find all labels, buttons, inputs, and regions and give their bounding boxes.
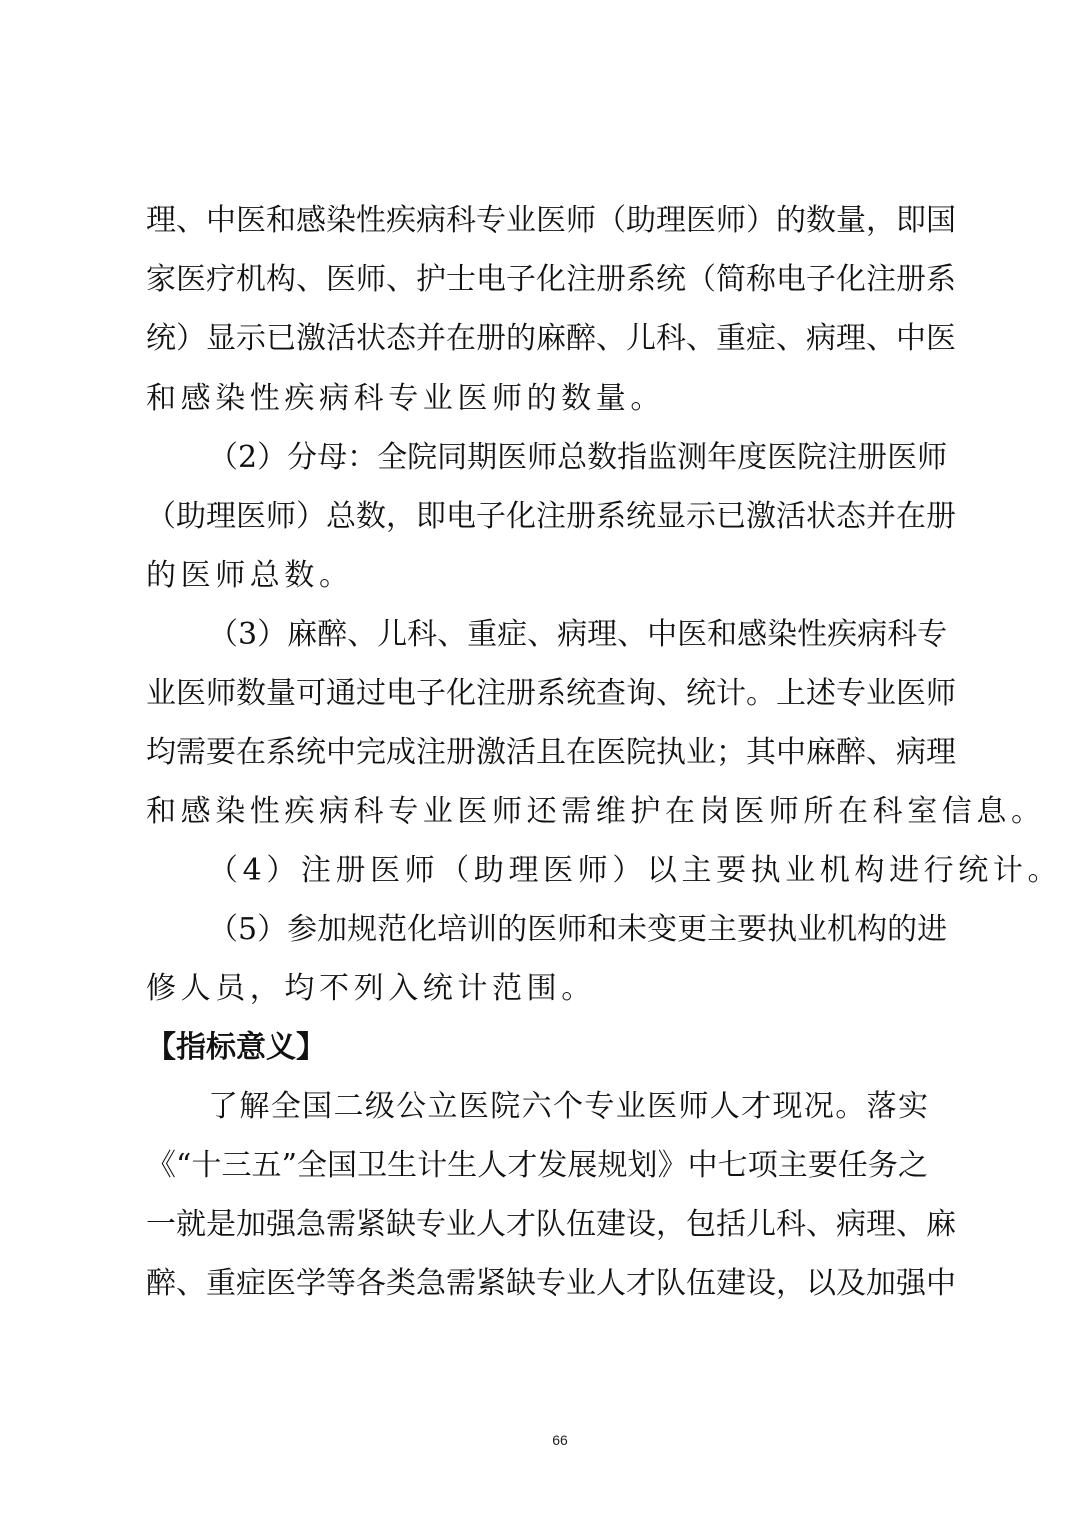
text-line: 均需要在系统中完成注册激活且在医院执业；其中麻醉、病理	[146, 735, 956, 770]
text-line: 理、中医和感染性疾病科专业医师（助理医师）的数量，即国	[146, 203, 956, 238]
text-line: （2）分母：全院同期医师总数指监测年度医院注册医师	[208, 440, 948, 475]
text-line: （5）参加规范化培训的医师和未变更主要执业机构的进	[208, 912, 948, 947]
text-line: 了解全国二级公立医院六个专业医师人才现况。落实	[208, 1089, 928, 1124]
text-line: 和感染性疾病科专业医师的数量。	[146, 381, 665, 416]
page-number: 66	[552, 1432, 568, 1448]
text-line: （4）注册医师（助理医师）以主要执业机构进行统计。	[208, 853, 1063, 888]
text-line: （助理医师）总数，即电子化注册系统显示已激活状态并在册	[146, 499, 956, 534]
text-line: （3）麻醉、儿科、重症、病理、中医和感染性疾病科专	[208, 617, 948, 652]
text-line: 一就是加强急需紧缺专业人才队伍建设，包括儿科、病理、麻	[146, 1207, 956, 1242]
text-line: 统）显示已激活状态并在册的麻醉、儿科、重症、病理、中医	[146, 321, 956, 356]
text-line: 家医疗机构、医师、护士电子化注册系统（简称电子化注册系	[146, 262, 956, 297]
text-line: 醉、重症医学等各类急需紧缺专业人才队伍建设，以及加强中	[146, 1266, 956, 1301]
section-heading: 【指标意义】	[146, 1030, 326, 1065]
text-line: 修人员，均不列入统计范围。	[146, 971, 596, 1006]
text-line: 《“十三五”全国卫生计生人才发展规划》中七项主要任务之	[146, 1148, 928, 1183]
text-line: 和感染性疾病科专业医师还需维护在岗医师所在科室信息。	[146, 794, 1046, 829]
text-line: 业医师数量可通过电子化注册系统查询、统计。上述专业医师	[146, 676, 956, 711]
text-line: 的医师总数。	[146, 558, 354, 593]
